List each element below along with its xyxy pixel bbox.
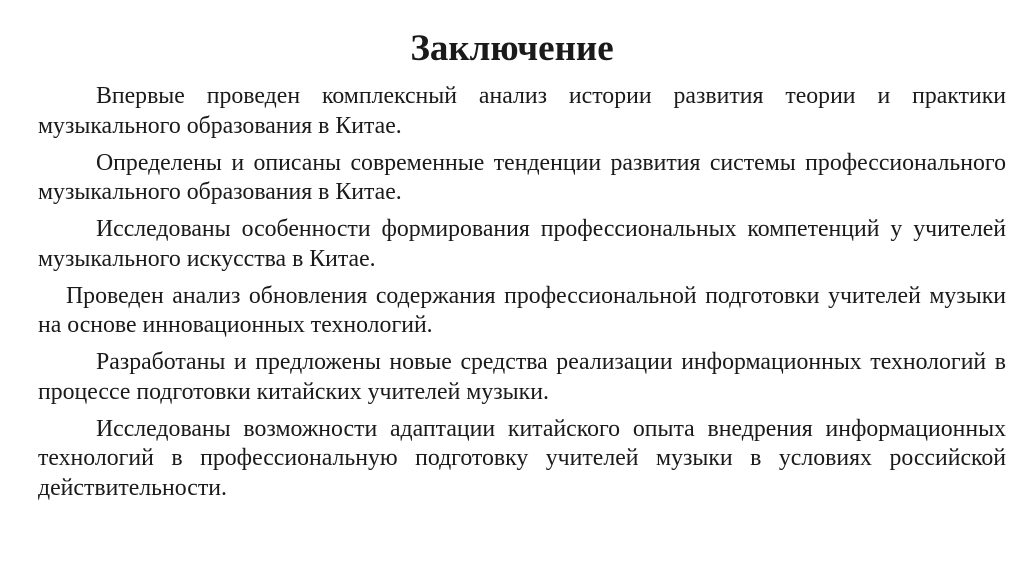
conclusion-paragraph-3: Исследованы особенности формирования профессиональных компетенций у учителей музыкального искусства в Китае. (38, 216, 1006, 272)
slide-body (38, 82, 1006, 511)
conclusion-paragraph-2: Определены и описаны современные тенденции развития системы профессионального музыкального образования в Китае. (38, 149, 1006, 205)
conclusion-paragraph-1: Впервые проведен комплексный анализ истории развития теории и практики музыкального образования в Китае. (38, 83, 1006, 139)
conclusion-paragraph-5: Разработаны и предложены новые средства реализации информационных технологий в процессе подготовки китайских учителей музыки. (38, 349, 1006, 405)
conclusion-paragraph-4: Проведен анализ обновления содержания профессиональной подготовки учителей музыки на основе инновационных технологий. (38, 282, 1006, 338)
conclusion-paragraph-6: Исследованы возможности адаптации китайского опыта внедрения информационных технологий в профессиональную подготовку учителей музыки в условиях российской действительности. (38, 415, 1006, 501)
slide-title: Заключение (410, 28, 614, 69)
